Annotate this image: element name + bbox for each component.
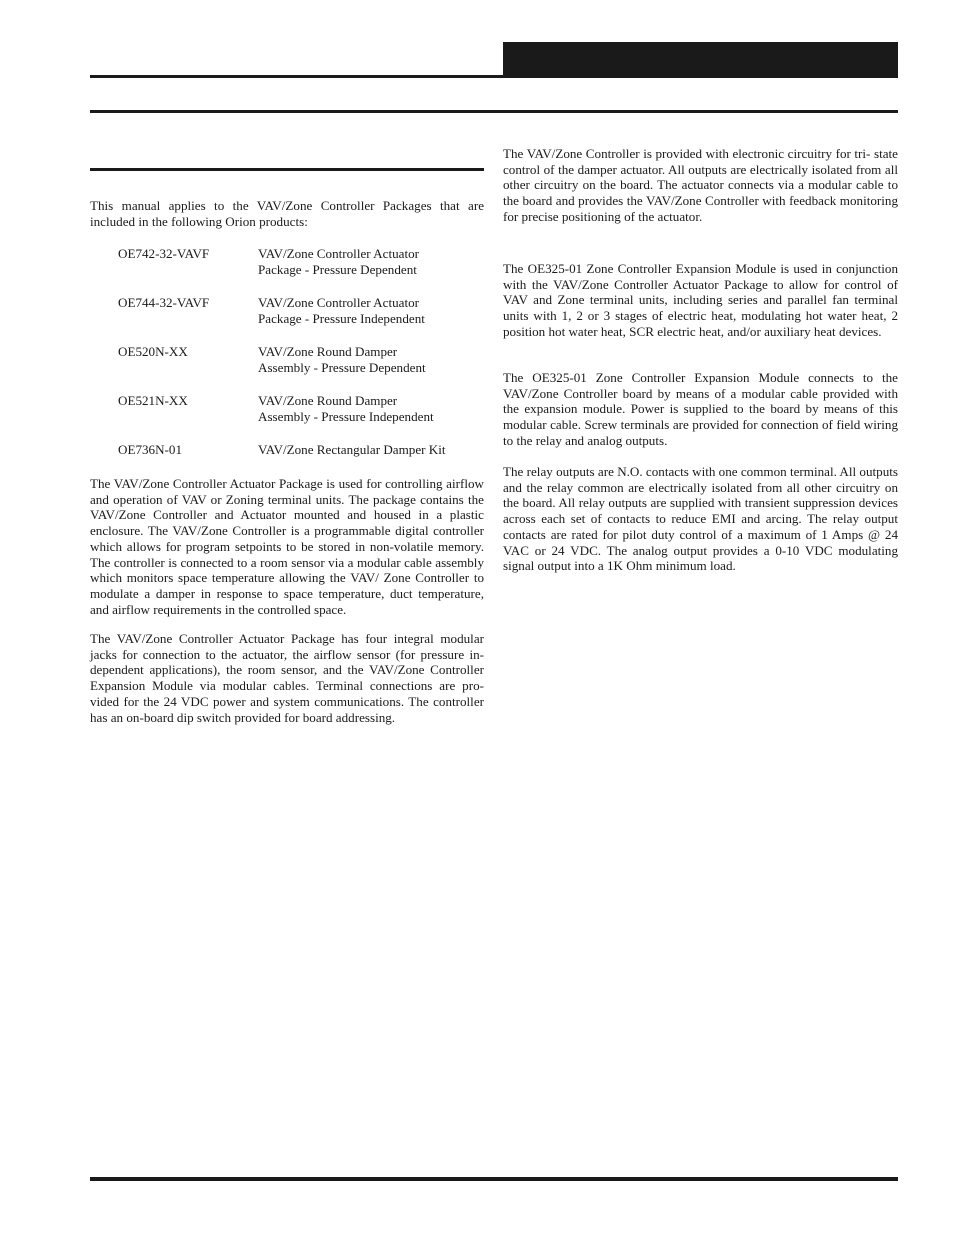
product-description-line1: VAV/Zone Round Damper bbox=[258, 393, 398, 408]
product-description-line1: VAV/Zone Round Damper bbox=[258, 344, 398, 359]
header-bar bbox=[503, 42, 898, 78]
product-code: OE744-32-VAVF bbox=[118, 295, 210, 310]
product-description bbox=[258, 442, 484, 458]
right-paragraph-1 bbox=[503, 146, 898, 225]
product-description-line2: Package - Pressure Independent bbox=[258, 311, 425, 326]
body-text: The OE325-01 Zone Controller Expansion Module is used in conjunction with the VAV/Zone Controller Actuator Package to allow for control of VAV and Zone terminal units, including series and parallel fan terminal units with 1, 2 or 3 stages of electric heat, modulating hot water heat, 2 position hot water heat, SCR electric heat, and/or auxiliary heat devices. bbox=[503, 261, 898, 339]
body-text: The relay outputs are N.O. contacts with one common terminal. All outputs and the relay common are electrically isolated from all other circuitry on the board. All relay outputs are supplied with transient suppression devices across each set of contacts to reduce EMI and arcing. The relay output contacts are rated for pilot duty control of a maximum of 1 Amps @ 24 VAC or 24 VDC. The analog output provides a 0-10 VDC modulating signal output into a 1K Ohm minimum load. bbox=[503, 464, 898, 574]
left-paragraph-2 bbox=[90, 631, 484, 725]
product-description-line2: Assembly - Pressure Independent bbox=[258, 409, 434, 424]
product-description-line2: Package - Pressure Dependent bbox=[258, 262, 417, 277]
product-description bbox=[258, 344, 484, 376]
section-rule bbox=[90, 110, 898, 113]
product-description bbox=[258, 246, 484, 278]
product-description-line1: VAV/Zone Controller Actuator bbox=[258, 246, 419, 261]
body-text: The VAV/Zone Controller Actuator Package has four integral modular jacks for connection to the actuator, the airflow sensor (for pressure in- dependent applications), the room sensor, and the VAV/Zone Controller Expansion Module via modular cables. Terminal connections are pro- vided for the 24 VDC power and system communications. The controller has an on-board dip switch provided for board addressing. bbox=[90, 631, 484, 725]
product-description-line1: VAV/Zone Controller Actuator bbox=[258, 295, 419, 310]
product-code: OE521N-XX bbox=[118, 393, 188, 408]
subsection-rule bbox=[90, 168, 484, 171]
product-description-line1: VAV/Zone Rectangular Damper Kit bbox=[258, 442, 446, 457]
right-paragraph-4 bbox=[503, 464, 898, 574]
product-description bbox=[258, 295, 484, 327]
body-text: The OE325-01 Zone Controller Expansion Module connects to the VAV/Zone Controller board by means of a modular cable provided with the expansion module. Power is supplied to the board by means of this modular cable. Screw terminals are provided for connection of field wiring to the relay and analog outputs. bbox=[503, 370, 898, 448]
body-text: The VAV/Zone Controller Actuator Package is used for controlling airflow and operation of VAV or Zoning terminal units. The package contains the VAV/Zone Controller and Actuator mounted and housed in a plastic enclosure. The VAV/Zone Controller is a programmable digital controller which allows for program setpoints to be stored in non-volatile memory. The controller is connected to a room sensor via a modular cable assembly which monitors space temperature allowing the VAV/ Zone Controller to modulate a damper in response to space temperature, duct temperature, and airflow requirements in the controlled space. bbox=[90, 476, 484, 617]
product-description-line2: Assembly - Pressure Dependent bbox=[258, 360, 426, 375]
product-code: OE742-32-VAVF bbox=[118, 246, 210, 261]
product-code: OE520N-XX bbox=[118, 344, 188, 359]
product-description bbox=[258, 393, 484, 425]
left-paragraph-1 bbox=[90, 476, 484, 617]
header-rule bbox=[90, 75, 503, 78]
right-paragraph-3 bbox=[503, 370, 898, 449]
body-text: The VAV/Zone Controller is provided with electronic circuitry for tri- state control of the damper actuator. All outputs are electrically isolated from all other circuitry on the board. The actuator connects via a modular cable to the board and provides the VAV/Zone Controller with feedback monitoring for precise positioning of the actuator. bbox=[503, 146, 898, 224]
right-paragraph-2 bbox=[503, 261, 898, 340]
intro-paragraph bbox=[90, 198, 484, 229]
product-code: OE736N-01 bbox=[118, 442, 183, 457]
footer-rule bbox=[90, 1177, 898, 1181]
intro-text: This manual applies to the VAV/Zone Controller Packages that are included in the following Orion products: bbox=[90, 198, 484, 229]
